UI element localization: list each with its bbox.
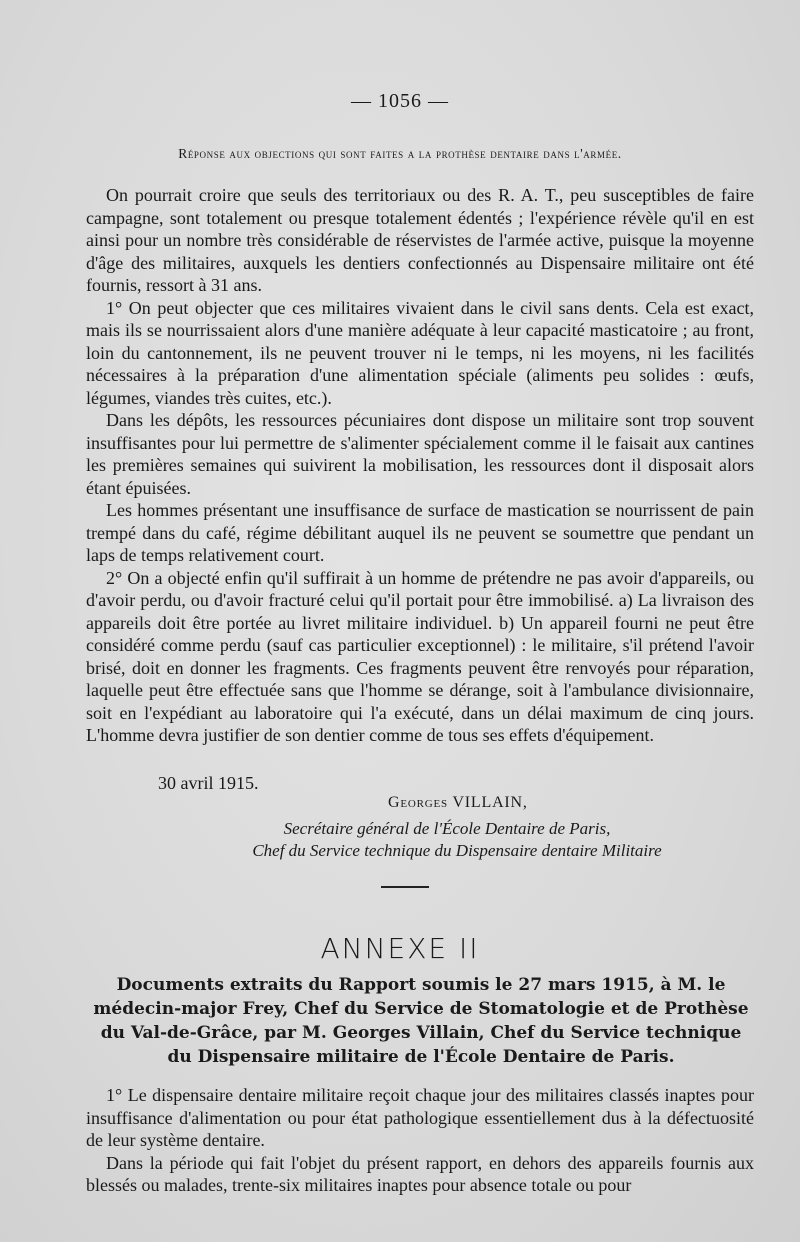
letter-date: 30 avril 1915.: [158, 773, 259, 793]
section-divider: [381, 886, 429, 888]
paragraph: 1° On peut objecter que ces militaires vivaient dans le civil sans dents. Cela est exact, mais ils se nourrissaient alors d'une manière adéquate à leur capacité masticatoire ; au front, loin du cantonnement, ils ne peuvent trouver ni le temps, ni les moyens, ni les facilités nécessaires à la préparation d'une alimentation spéciale (aliments peu solides : œufs, légumes, viandes très cuites, etc.).: [86, 297, 754, 408]
paragraph: On pourrait croire que seuls des territoriaux ou des R. A. T., peu susceptibles de faire campagne, sont totalement ou presque totalement édentés ; l'expérience révèle qu'il en est ainsi pour un nombre très considérable de réservistes de l'armée active, puisque la moyenne d'âge des militaires, auxquels les dentiers confectionnés au Dispensaire militaire ont été fournis, ressort à 31 ans.: [86, 185, 754, 295]
annex-title: ANNEXE II: [320, 932, 480, 965]
paragraph: 1° Le dispensaire dentaire militaire reçoit chaque jour des militaires classés inaptes pour insuffisance d'alimentation ou pour état pathologique essentiellement dus à la défectuosité de leur système dentaire.: [86, 1085, 754, 1150]
signature-name: Georges VILLAIN,: [388, 794, 528, 811]
signature-title-2: Chef du Service technique du Dispensaire dentaire Militaire: [252, 841, 662, 860]
paragraph: Dans la période qui fait l'objet du présent rapport, en dehors des appareils fournis aux blessés ou malades, trente-six militaires inaptes pour absence totale ou pour: [86, 1152, 754, 1195]
page-number: — 1056 —: [351, 90, 449, 112]
annex-text: [86, 1084, 754, 1197]
paragraph: Les hommes présentant une insuffisance de surface de mastication se nourrissent de pain trempé dans du café, régime débilitant auquel ils ne peuvent se soumettre que pendant un laps de temps relativement court.: [86, 500, 754, 565]
paragraph: 2° On a objecté enfin qu'il suffirait à un homme de prétendre ne pas avoir d'appareils, ou d'avoir perdu, ou d'avoir fracturé celui qu'il portait pour être immobilisé. a) La livraison des appareils doit être portée au livret militaire individuel. b) Un appareil fourni ne peut être considéré comme perdu (sauf cas particulier exceptionnel) : le militaire, s'il prétend l'avoir brisé, doit en donner les fragments. Ces fragments peuvent être renvoyés pour réparation, laquelle peut être effectuée sans que l'homme se dérange, soit à l'ambulance divisionnaire, soit en l'expédiant au laboratoire qui l'a exécuté, dans un délai maximum de cinq jours. L'homme devra justifier de son dentier comme de tous ses effets d'équipement.: [86, 567, 754, 745]
section-title: Réponse aux objections qui sont faites a la prothèse dentaire dans l'armée.: [178, 146, 622, 161]
main-text: [86, 184, 754, 747]
signature-title-1: Secrétaire général de l'École Dentaire de Paris,: [283, 819, 611, 838]
paragraph: Dans les dépôts, les ressources pécuniaires dont dispose un militaire sont trop souvent insuffisantes pour lui permettre de s'alimenter spécialement comme il le faisait aux cantines les premières semaines qui suivirent la mobilisation, les ressources dont il disposait alors étant épuisées.: [86, 410, 754, 498]
annex-heading: Documents extraits du Rapport soumis le 27 mars 1915, à M. le médecin-major Frey, Chef du Service de Stomatologie et de Prothèse du Val-de-Grâce, par M. Georges Villain, Chef du Service technique du Dispensaire militaire de l'École Dentaire de Paris.: [93, 975, 749, 1067]
